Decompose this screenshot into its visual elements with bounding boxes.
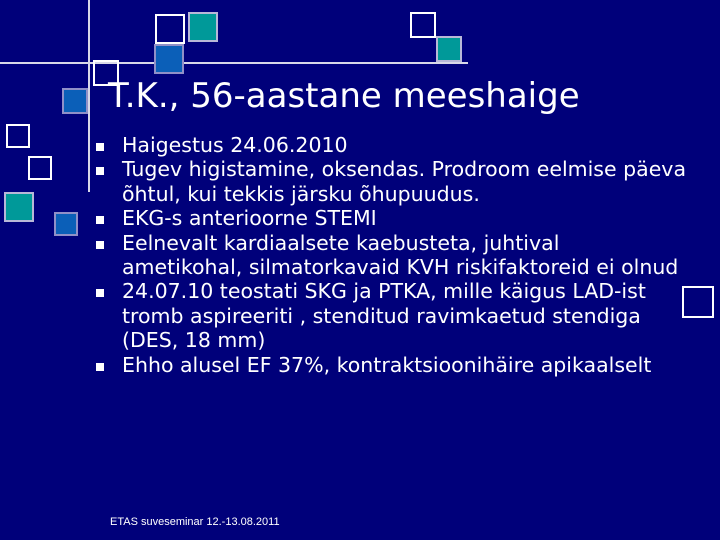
bullet-text: Eelnevalt kardiaalsete kaebusteta, juhtival ametikohal, silmatorkavaid KVH riskifaktoreid ei olnud	[122, 230, 679, 280]
bullet-list	[96, 133, 686, 377]
decorative-square	[188, 12, 218, 42]
slide-footer: ETAS suveseminar 12.-13.08.2011	[110, 516, 280, 528]
square-bullet-icon	[96, 167, 104, 175]
bullet-text: Tugev higistamine, oksendas. Prodroom eelmise päeva õhtul, kui tekkis järsku õhupuudus.	[122, 157, 687, 206]
square-bullet-icon	[96, 241, 104, 249]
square-bullet-icon	[96, 363, 104, 371]
decorative-square	[28, 156, 52, 180]
bullet-item	[96, 353, 686, 377]
bullet-text: Ehho alusel EF 37%, kontraktsioonihäire apikaalselt	[122, 352, 652, 377]
bullet-text: EKG-s anterioorne STEMI	[122, 206, 377, 231]
bullet-text: 24.07.10 teostati SKG ja PTKA, mille käigus LAD-ist tromb aspireeriti , stenditud ravimkaetud stendiga (DES, 18 mm)	[122, 279, 646, 353]
decorative-square	[410, 12, 436, 38]
decorative-square	[436, 36, 462, 62]
decorative-square	[54, 212, 78, 236]
decorative-square	[4, 192, 34, 222]
square-bullet-icon	[96, 216, 104, 224]
bullet-item	[96, 157, 686, 206]
decorative-square	[6, 124, 30, 148]
bullet-item	[96, 279, 686, 352]
decorative-square	[682, 286, 714, 318]
bullet-text: Haigestus 24.06.2010	[122, 133, 348, 157]
bullet-item	[96, 133, 686, 157]
decorative-square	[155, 14, 185, 44]
decorative-vertical-line	[88, 0, 90, 192]
square-bullet-icon	[96, 143, 104, 151]
decorative-horizontal-line	[0, 62, 468, 64]
bullet-item	[96, 206, 686, 230]
bullet-item	[96, 231, 686, 280]
decorative-square	[62, 88, 88, 114]
decorative-square	[154, 44, 184, 74]
square-bullet-icon	[96, 289, 104, 297]
slide-title: T.K., 56-aastane meeshaige	[108, 76, 580, 116]
